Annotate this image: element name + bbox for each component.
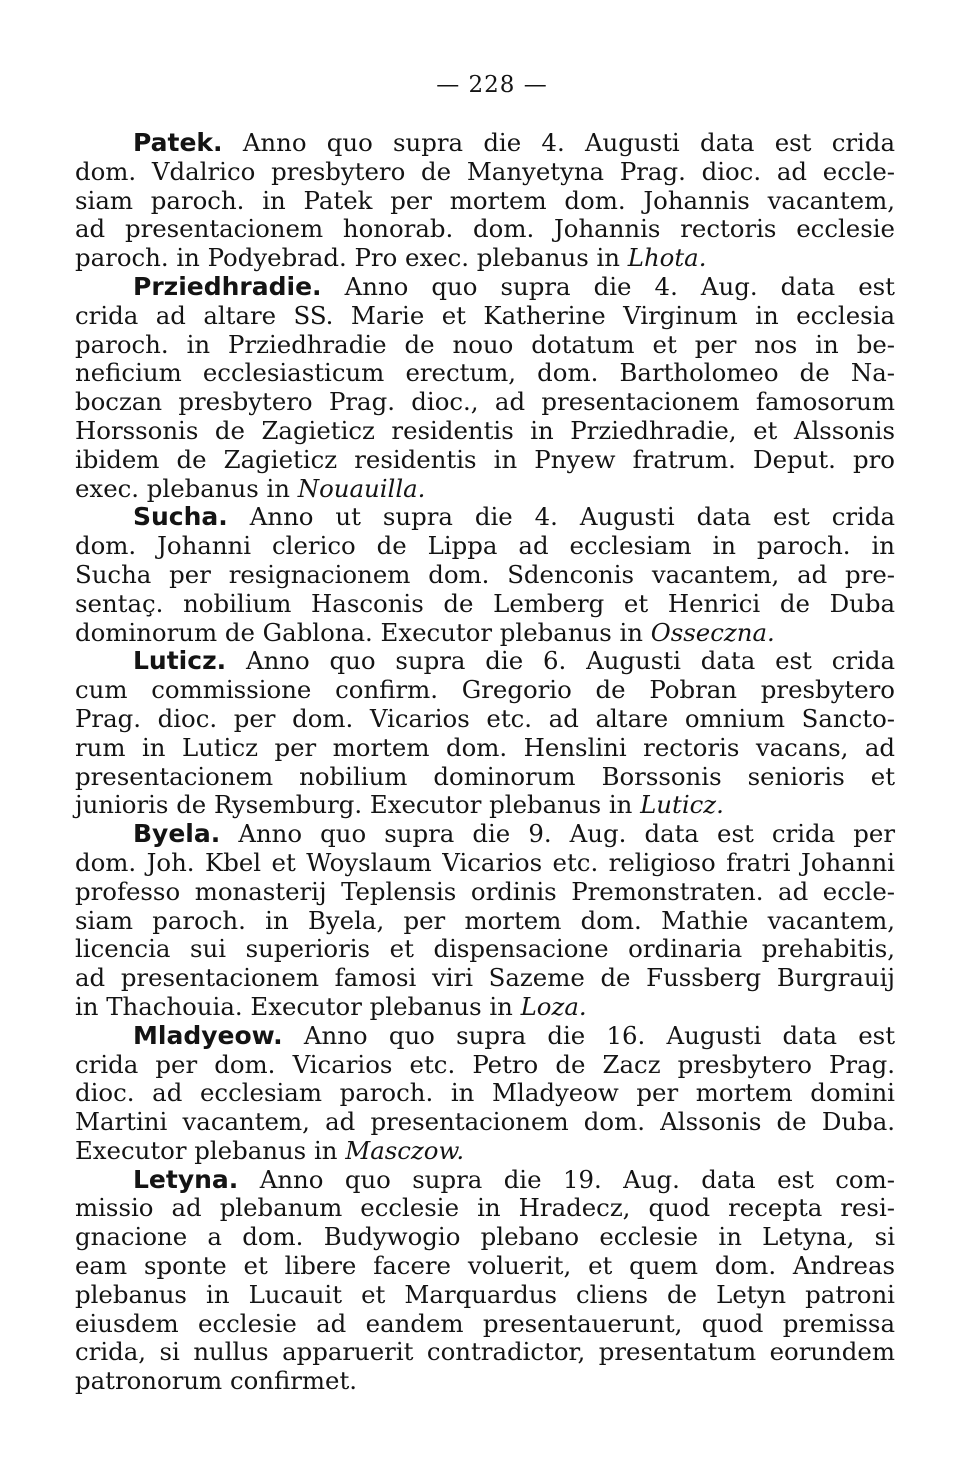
text-line [75,791,895,820]
line-text: neficium ecclesiasticum erectum, dom. Bartholomeo de Na- [75,358,895,388]
line-text: Sucha per resignacionem dom. Sdenconis vacantem, ad pre- [75,559,895,589]
text-line [75,359,895,388]
line-text: Prag. dioc. per dom. Vicarios etc. ad altare omnium Sancto- [75,703,895,733]
line-text: paroch. in Prziedhradie de nouo dotatum et per nos in be- [75,329,895,359]
text-line [75,647,895,676]
text-line [75,1310,895,1339]
text-line [75,1367,895,1396]
entry-heading: Byela. [133,819,221,849]
line-text: licencia sui superioris et dispensacione ordinaria prehabitis, [75,934,895,964]
text-line [75,1022,895,1051]
entry-heading: Luticz. [133,646,227,676]
text-line [75,734,895,763]
line-text: Anno quo supra die 4. Augusti data est crida [242,128,895,157]
entry-heading: Mladyeow. [133,1020,283,1050]
text-line [75,1137,895,1166]
line-text: gnacione a dom. Budywogio plebano ecclesie in Letyna, si [75,1222,895,1252]
line-text: presentacionem nobilium dominorum Borssonis senioris et [75,761,895,791]
line-text: Anno ut supra die 4. Augusti data est crida [249,502,895,532]
line-text: Martini vacantem, ad presentacionem dom. Alssonis de Duba. [75,1107,895,1137]
entry-heading: Letyna. [133,1164,239,1194]
line-text: Horssonis de Zagieticz residentis in Prziedhradie, et Alssonis [75,415,895,445]
text-line [75,619,895,648]
line-text: Executor plebanus in [75,1135,346,1165]
entry [75,273,895,503]
entry [75,820,895,1022]
text-line [75,964,895,993]
text-line [75,1338,895,1367]
text-line [75,532,895,561]
line-text: Anno quo supra die 19. Aug. data est com- [259,1164,895,1194]
entry [75,647,895,820]
place-name: Lhota. [627,243,707,273]
text-line [75,388,895,417]
line-text: ad presentacionem honorab. dom. Johannis rectoris ecclesie [75,214,895,244]
text-line [75,1079,895,1108]
line-text: exec. plebanus in [75,473,298,503]
line-text: ad presentacionem famosi viri Sazeme de Fussberg Burgrauij [75,963,895,993]
line-text: plebanus in Lucauit et Marquardus cliens de Letyn patroni [75,1279,895,1309]
line-text: Anno quo supra die 6. Augusti data est crida [245,646,895,676]
line-text: siam paroch. in Byela, per mortem dom. Mathie vacantem, [75,905,895,935]
entries-block [75,129,895,1396]
text-line [75,1252,895,1281]
text-line [75,849,895,878]
text-line [75,1108,895,1137]
text-line [75,1051,895,1080]
text-line [75,417,895,446]
text-line [75,935,895,964]
place-name: Masczow. [345,1135,465,1165]
entry [75,1166,895,1396]
line-text: cum commissione confirm. Gregorio de Pobran presbytero [75,675,895,705]
text-line [75,705,895,734]
text-line [75,907,895,936]
line-text: Anno quo supra die 9. Aug. data est crida per [238,819,895,849]
text-line [75,878,895,907]
place-name: Nouauilla. [297,473,426,503]
line-text: Anno quo supra die 4. Aug. data est [344,271,895,301]
text-line [75,503,895,532]
text-line [75,302,895,331]
line-text: siam paroch. in Patek per mortem dom. Johannis vacantem, [75,185,895,215]
line-text: dioc. ad ecclesiam paroch. in Mladyeow per mortem domini [75,1078,895,1108]
line-text: eiusdem ecclesie ad eandem presentauerunt, quod premissa [75,1308,895,1338]
line-text: patronorum confirmet. [75,1366,358,1396]
line-text: missio ad plebanum ecclesie in Hradecz, quod recepta resi- [75,1193,895,1223]
text-line [75,158,895,187]
text-line [75,561,895,590]
line-text: Anno quo supra die 16. Augusti data est [303,1020,895,1050]
line-text: junioris de Rysemburg. Executor plebanus in [75,790,641,820]
line-text: dom. Johanni clerico de Lippa ad ecclesiam in paroch. in [75,531,895,561]
line-text: eam sponte et libere facere voluerit, et quem dom. Andreas [75,1251,895,1281]
text-line [75,763,895,792]
text-line [75,215,895,244]
line-text: ibidem de Zagieticz residentis in Pnyew fratrum. Deput. pro [75,444,895,474]
line-text: dom. Vdalrico presbytero de Manyetyna Prag. dioc. ad eccle- [75,156,895,186]
text-line [75,129,895,158]
line-text: dominorum de Gablona. Executor plebanus in [75,617,651,647]
line-text: in Thachouia. Executor plebanus in [75,991,521,1021]
place-name: Loza. [520,991,587,1021]
place-name: Osseczna. [650,617,775,647]
text-line [75,1281,895,1310]
entry [75,1022,895,1166]
text-line [75,475,895,504]
text-line [75,993,895,1022]
text-line [75,446,895,475]
line-text: rum in Luticz per mortem dom. Henslini rectoris vacans, ad [75,732,895,762]
line-text: crida per dom. Vicarios etc. Petro de Zacz presbytero Prag. [75,1049,895,1079]
entry-heading: Patek. [133,128,223,157]
line-text: crida ad altare SS. Marie et Katherine Virginum in ecclesia [75,300,895,330]
entry-heading: Prziedhradie. [133,271,322,301]
line-text: sentaç. nobilium Hasconis de Lemberg et Henrici de Duba [75,588,895,618]
text-line [75,590,895,619]
text-line [75,676,895,705]
text-line [75,1223,895,1252]
line-text: paroch. in Podyebrad. Pro exec. plebanus in [75,243,628,273]
text-line [75,187,895,216]
line-text: boczan presbytero Prag. dioc., ad presentacionem famosorum [75,387,895,417]
text-line [75,273,895,302]
text-line [75,820,895,849]
text-line [75,1194,895,1223]
text-line [75,331,895,360]
entry [75,129,895,273]
entry-heading: Sucha. [133,502,228,532]
line-text: professo monasterij Teplensis ordinis Premonstraten. ad eccle- [75,876,895,906]
entry [75,503,895,647]
page-number: — 228 — [436,72,548,98]
place-name: Luticz. [640,790,724,820]
line-text: crida, si nullus apparuerit contradictor, presentatum eorundem [75,1337,895,1367]
text-line [75,1166,895,1195]
text-line [75,244,895,273]
line-text: dom. Joh. Kbel et Woyslaum Vicarios etc. religioso fratri Johanni [75,847,895,877]
